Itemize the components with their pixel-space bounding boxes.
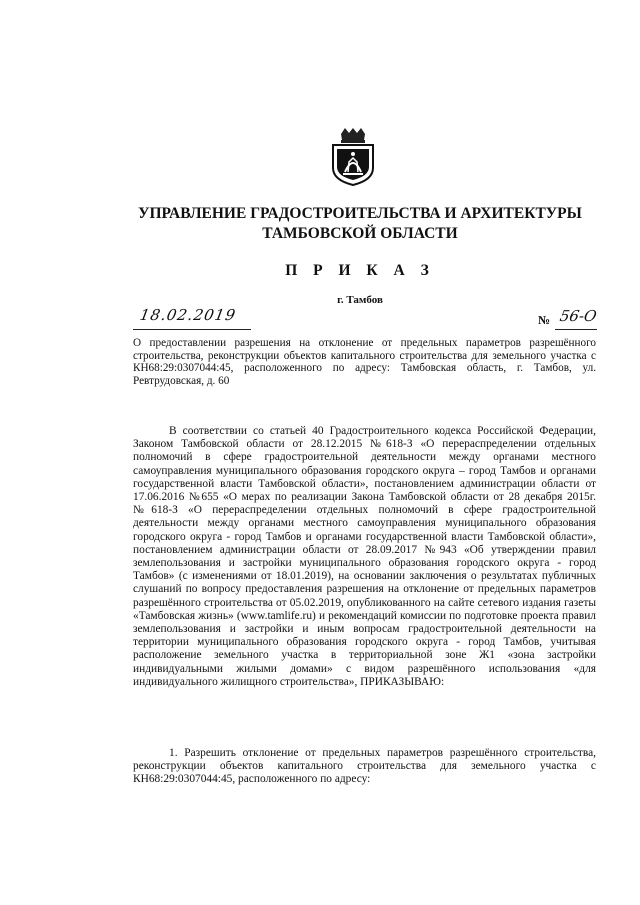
organization-title (100, 204, 620, 244)
document-date: 18.02.2019 (138, 306, 238, 324)
body-paragraph-1: В соответствии со статьей 40 Градостроительного кодекса Российской Федерации, Законом Тамбовской области от 28.12.2015 №618-З «О перераспределении отдельных полномочий в сфере градостроительной деятельности между органами местного самоуправления муниципального образования городского округа – город Тамбов и органами государственной власти Тамбовской области», постановлением администрации области от 17.06.2016 №655 «О мерах по реализации Закона Тамбовской области от 28 декабря 2015г. №618-З «О перераспределении отдельных полномочий в сфере градостроительной деятельности между органами местного самоуправления муниципального образования городского округа - город Тамбов и органами государственной власти Тамбовской области», постановлением администрации области от 28.09.2017 №943 «Об утверждении правил землепользования и застройки муниципального образования городского округа - город Тамбов» (с изменениями от 18.01.2019), на основании заключения о результатах публичных слушаний по вопросу предоставления разрешения на отклонение от предельных параметров разрешённого строительства от 05.02.2019, опубликованного на сайте сетевого издания газеты «Тамбовская жизнь» (www.tamlife.ru) и рекомендаций комиссии по подготовке проекта правил землепользования и застройки и иным вопросам градостроительной деятельности на территории муниципального образования городского округа - город Тамбов, учитывая расположение земельного участка в территориальной зоне Ж1 «зона застройки индивидуальными жилыми домами» с видом разрешённого использования «для индивидуального жилищного строительства», ПРИКАЗЫВАЮ: (133, 425, 596, 688)
number-underline (555, 329, 597, 330)
org-title-line2: ТАМБОВСКОЙ ОБЛАСТИ (262, 225, 458, 242)
org-title-line1: УПРАВЛЕНИЕ ГРАДОСТРОИТЕЛЬСТВА И АРХИТЕКТУРЫ (138, 205, 582, 222)
document-number: 56-О (558, 307, 599, 325)
city: г. Тамбов (337, 294, 383, 306)
document-number-label: № (538, 313, 551, 327)
document-subject: О предоставлении разрешения на отклонение от предельных параметров разрешённого строительства, реконструкции объектов капитального строительства для земельного участка с КН68:29:0307044:45, расположенного по адресу: Тамбовская область, г. Тамбов, ул. Ревтрудовская, д. 60 (133, 337, 596, 387)
document-type: П Р И К А З (285, 262, 435, 279)
body-paragraph-2: 1. Разрешить отклонение от предельных параметров разрешённого строительства, реконструкции объектов капитального строительства для земельного участка с КН68:29:0307044:45, расположенного по адресу: (133, 747, 596, 786)
tambov-coat-of-arms-icon (331, 128, 375, 186)
